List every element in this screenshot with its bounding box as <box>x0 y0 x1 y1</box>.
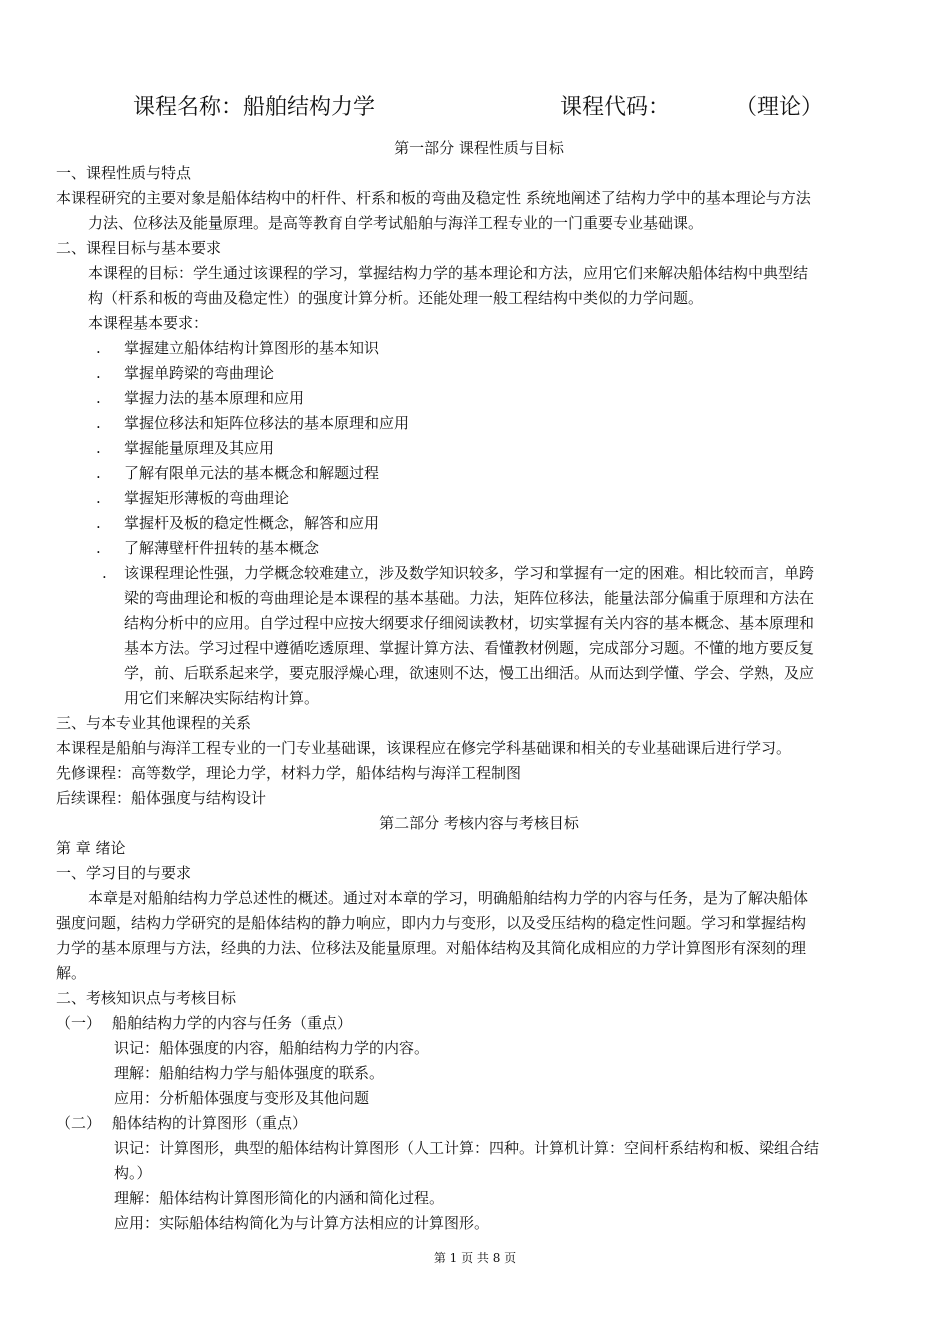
knowledge-item-1 <box>56 1011 902 1036</box>
item-number: （二） <box>56 1114 102 1132</box>
list-item: . 掌握力法的基本原理和应用 <box>96 389 305 407</box>
list-item: . 掌握能量原理及其应用 <box>96 439 275 457</box>
course-code: 课程代码： <box>560 95 671 120</box>
list-item: . 掌握位移法和矩阵位移法的基本原理和应用 <box>96 414 410 432</box>
section3-heading: 三、与本专业其他课程的关系 <box>56 714 252 732</box>
part2-title: 第二部分 考核内容与考核目标 <box>379 814 579 832</box>
page-footer: 第 1 页 共 8 页 <box>433 1251 517 1265</box>
item1-recall: 识记：船体强度的内容，船舶结构力学的内容。 <box>114 1039 430 1057</box>
list-item: . 掌握杆及板的稳定性概念，解答和应用 <box>96 514 380 532</box>
chapter-text-line2: 强度问题，结构力学研究的是船体结构的静力响应，即内力与变形，以及受压结构的稳定性问题。学习和掌握结构 <box>56 914 807 932</box>
list-item: . 了解有限单元法的基本概念和解题过程 <box>96 464 380 482</box>
document-body <box>56 136 902 1236</box>
list-item: . 了解薄壁杆件扭转的基本概念 <box>96 539 320 557</box>
section2-goal-line1: 本课程的目标：学生通过该课程的学习，掌握结构力学的基本理论和方法，应用它们来解决船体结构中典型结 <box>88 264 809 282</box>
section3-text: 本课程是船舶与海洋工程专业的一门专业基础课，该课程应在修完学科基础课和相关的专业基础课后进行学习。 <box>56 739 792 757</box>
chapter-text-line4: 解。 <box>56 964 87 982</box>
item1-understand: 理解：船舶结构力学与船体强度的联系。 <box>114 1064 385 1082</box>
section2-heading: 二、课程目标与基本要求 <box>56 239 222 257</box>
item-number: （一） <box>56 1014 102 1032</box>
requirements-list <box>56 336 902 711</box>
chapter-section1-heading: 一、学习目的与要求 <box>56 864 192 882</box>
item2-recall-line1: 识记：计算图形，典型的船体结构计算图形（人工计算：四种。计算机计算：空间杆系结构和板、梁组合结 <box>114 1139 820 1157</box>
list-item: . 掌握矩形薄板的弯曲理论 <box>96 489 290 507</box>
req-long-line1: 该课程理论性强，力学概念较难建立，涉及数学知识较多，学习和掌握有一定的困难。相比较而言，单跨 <box>124 564 815 582</box>
req-long-line5: 学，前、后联系起来学，要克服浮燥心理，欲速则不达，慢工出细活。从而达到学懂、学会、学熟，及应 <box>124 664 815 682</box>
item2-recall-line2: 构。） <box>114 1164 152 1182</box>
chapter-section2-heading: 二、考核知识点与考核目标 <box>56 989 237 1007</box>
prerequisite-courses: 先修课程：高等数学，理论力学，材料力学，船体结构与海洋工程制图 <box>56 764 522 782</box>
list-item: . 掌握单跨梁的弯曲理论 <box>96 364 275 382</box>
section2-requirements-label: 本课程基本要求： <box>88 314 209 332</box>
part1-title: 第一部分 课程性质与目标 <box>394 139 564 157</box>
chapter-title: 第 章 绪论 <box>56 839 126 857</box>
followup-courses: 后续课程：船体强度与结构设计 <box>56 789 267 807</box>
section1-text-line1: 本课程研究的主要对象是船体结构中的杆件、杆系和板的弯曲及稳定性 系统地阐述了结构力学中的基本理论与方法 <box>56 189 811 207</box>
knowledge-item-2 <box>56 1111 902 1136</box>
item-title: 船体结构的计算图形（重点） <box>112 1114 308 1132</box>
item2-apply: 应用：实际船体结构简化为与计算方法相应的计算图形。 <box>114 1214 490 1232</box>
course-name: 课程名称：船舶结构力学 <box>133 95 376 120</box>
chapter-text-line3: 力学的基本原理与方法，经典的力法、位移法及能量原理。对船体结构及其简化成相应的力学计算图形有深刻的理 <box>56 939 807 957</box>
section1-heading: 一、课程性质与特点 <box>56 164 192 182</box>
req-long-line4: 基本方法。学习过程中遵循吃透原理、掌握计算方法、看懂教材例题，完成部分习题。不懂的地方要反复 <box>124 639 815 657</box>
req-long-line3: 结构分析中的应用。自学过程中应按大纲要求仔细阅读教材，切实掌握有关内容的基本概念、基本原理和 <box>124 614 815 632</box>
course-header <box>0 90 950 124</box>
section2-goal-line2: 构（杆系和板的弯曲及稳定性）的强度计算分析。还能处理一般工程结构中类似的力学问题。 <box>88 289 704 307</box>
section1-text-line2: 力法、位移法及能量原理。是高等教育自学考试船舶与海洋工程专业的一门重要专业基础课。 <box>88 214 704 232</box>
item-title: 船舶结构力学的内容与任务（重点） <box>112 1014 353 1032</box>
list-item-long: . 该课程理论性强，力学概念较难建立，涉及数学知识较多，学习和掌握有一定的困难。相比较而言，单跨 梁的弯曲理论和板的弯曲理论是本课程的基本基础。力法，矩阵位移法，能量法部分偏重于原理和方法在 结构分析中的应用。自学过程中应按大纲要求仔细阅读教材，切实掌握有关内容的基本概念、基本原理和 基本方法。学习过程中遵循吃透原理、掌握计算方法、看懂教材例题，完成部分习题。不懂的地方要反复 学，前、后联系起来学，要克服浮燥心理，欲速则不达，慢工出细活。从而达到学懂、学会、学熟，及应 用它们来解决实际结构计算。 <box>56 561 902 711</box>
req-long-line6: 用它们来解决实际结构计算。 <box>124 689 320 707</box>
list-item: . 掌握建立船体结构计算图形的基本知识 <box>96 339 380 357</box>
item1-apply: 应用：分析船体强度与变形及其他问题 <box>114 1089 370 1107</box>
req-long-line2: 梁的弯曲理论和板的弯曲理论是本课程的基本基础。力法，矩阵位移法，能量法部分偏重于原理和方法在 <box>124 589 815 607</box>
course-type: （理论） <box>735 95 824 120</box>
item2-understand: 理解：船体结构计算图形简化的内涵和简化过程。 <box>114 1189 445 1207</box>
chapter-text-line1: 本章是对船舶结构力学总述性的概述。通过对本章的学习，明确船舶结构力学的内容与任务，是为了解决船体 <box>88 889 809 907</box>
